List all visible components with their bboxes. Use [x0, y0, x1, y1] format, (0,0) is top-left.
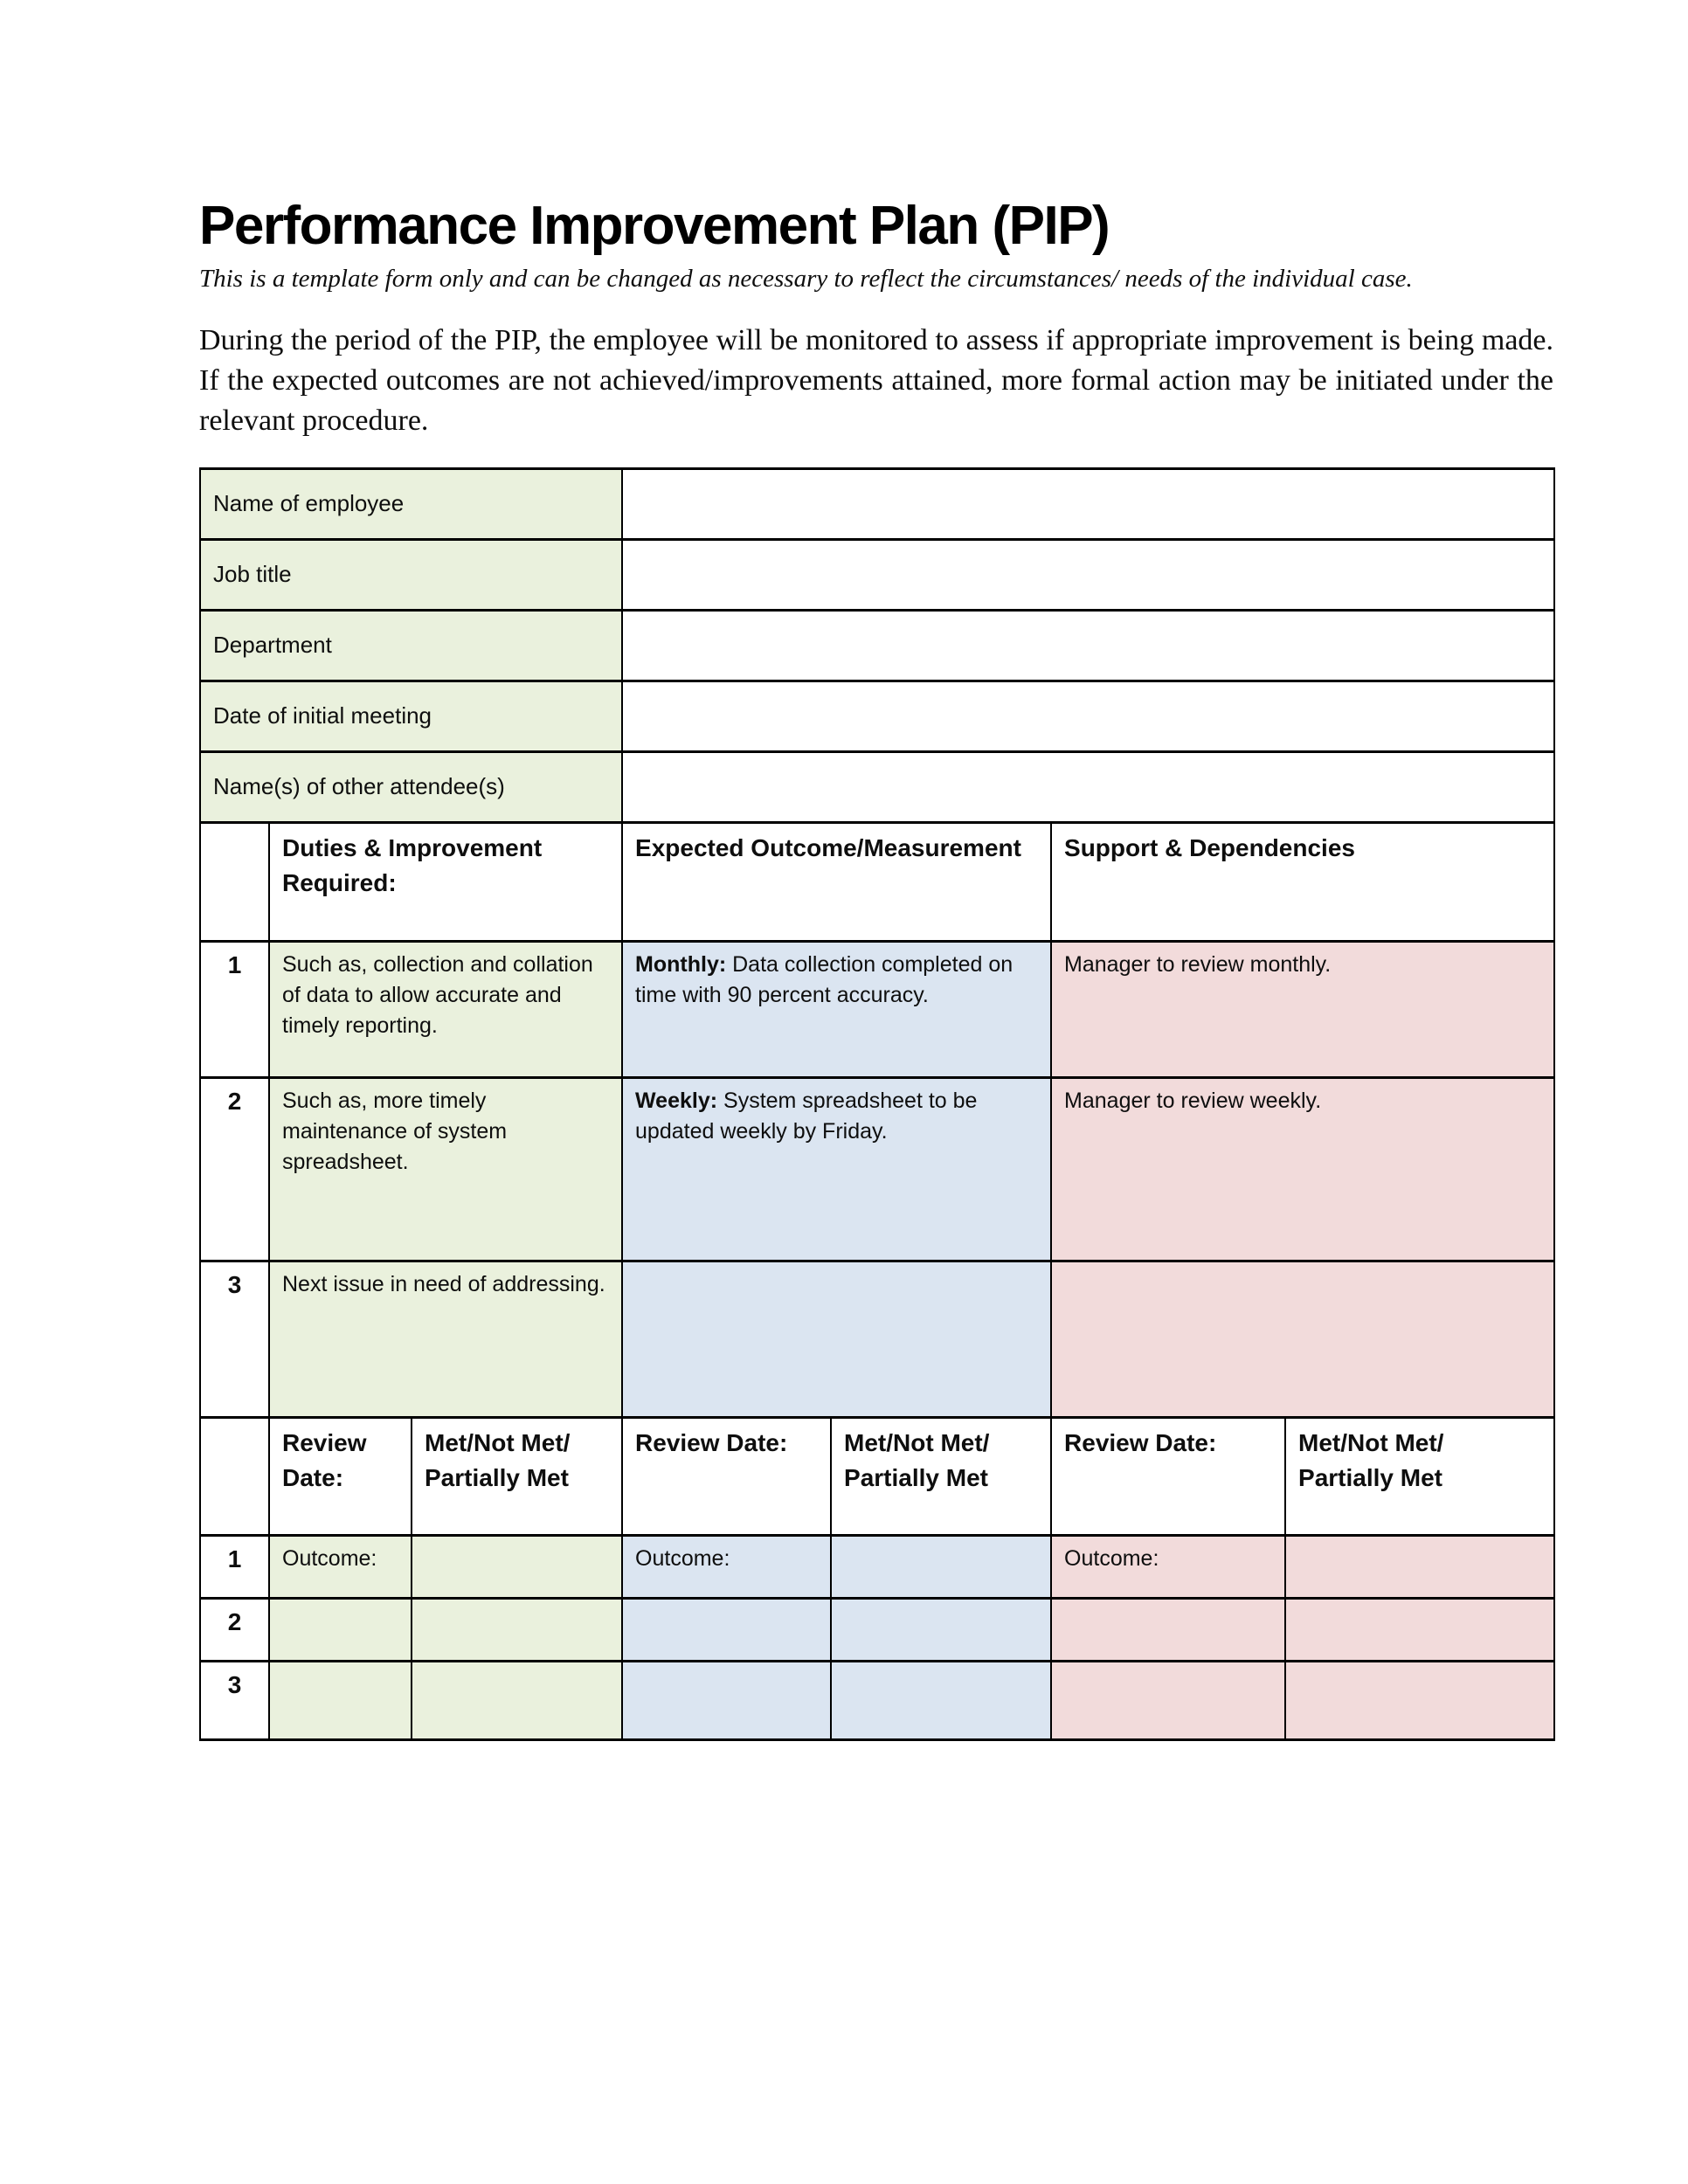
met-status-header-cell: Met/Not Met/ Partially Met — [412, 1417, 622, 1535]
duty-row-2 — [200, 1077, 1554, 1261]
review-entry-cell[interactable] — [1285, 1661, 1554, 1739]
support-cell[interactable] — [1051, 1261, 1554, 1417]
info-label-attendees: Name(s) of other attendee(s) — [200, 751, 622, 822]
review-entry-cell[interactable] — [831, 1598, 1051, 1661]
outcome-label-cell[interactable]: Outcome: — [622, 1535, 831, 1598]
info-row-department — [200, 610, 1554, 681]
support-cell: Manager to review weekly. — [1051, 1077, 1554, 1261]
info-row-job-title — [200, 539, 1554, 610]
info-value-name[interactable] — [622, 468, 1554, 539]
info-value-department[interactable] — [622, 610, 1554, 681]
duty-cell: Such as, collection and collation of data to allow accurate and timely reporting. — [269, 941, 622, 1077]
review-entry-cell[interactable] — [412, 1598, 622, 1661]
outcome-label-cell[interactable] — [622, 1598, 831, 1661]
duty-cell: Next issue in need of addressing. — [269, 1261, 622, 1417]
row-number-cell: 2 — [200, 1077, 269, 1261]
duty-row-3 — [200, 1261, 1554, 1417]
review-row-2 — [200, 1598, 1554, 1661]
outcome-label-cell[interactable] — [622, 1661, 831, 1739]
expected-frequency-label: Monthly: — [635, 951, 727, 977]
info-label-name: Name of employee — [200, 468, 622, 539]
info-value-initial-meeting[interactable] — [622, 681, 1554, 751]
row-number-cell: 3 — [200, 1661, 269, 1739]
expected-cell — [622, 941, 1051, 1077]
review-date-header-cell: Review Date: — [1051, 1417, 1285, 1535]
info-row-initial-meeting — [200, 681, 1554, 751]
expected-text: System spreadsheet to be updated weekly by Friday. — [635, 1088, 978, 1144]
expected-frequency-label: Weekly: — [635, 1088, 718, 1113]
review-entry-cell[interactable] — [1285, 1535, 1554, 1598]
review-entry-cell[interactable] — [831, 1661, 1051, 1739]
review-entry-cell[interactable] — [1285, 1598, 1554, 1661]
expected-cell[interactable] — [622, 1261, 1051, 1417]
info-row-attendees — [200, 751, 1554, 822]
row-number-cell: 1 — [200, 941, 269, 1077]
subtitle: This is a template form only and can be changed as necessary to reflect the circumstances/ needs of the individual case. — [199, 265, 1413, 294]
page-title: Performance Improvement Plan (PIP) — [199, 196, 1110, 256]
intro-paragraph: During the period of the PIP, the employee will be monitored to assess if appropriate improvement is being made. If the expected outcomes are not achieved/improvements attained, more formal action may be initiated under the relevant procedure. — [199, 323, 1553, 437]
review-row-1 — [200, 1535, 1554, 1598]
expected-cell — [622, 1077, 1051, 1261]
outcome-label-cell[interactable] — [1051, 1661, 1285, 1739]
info-label-department: Department — [200, 610, 622, 681]
expected-header-cell: Expected Outcome/Measurement — [622, 822, 1051, 941]
duty-row-1 — [200, 941, 1554, 1077]
duties-header-row — [200, 822, 1554, 941]
row-number-cell: 3 — [200, 1261, 269, 1417]
pip-table — [199, 467, 1555, 1741]
support-cell: Manager to review monthly. — [1051, 941, 1554, 1077]
expected-text: Data collection completed on time with 90 percent accuracy. — [635, 951, 1013, 1007]
review-header-row — [200, 1417, 1554, 1535]
info-value-job-title[interactable] — [622, 539, 1554, 610]
row-number-cell: 2 — [200, 1598, 269, 1661]
support-header-cell: Support & Dependencies — [1051, 822, 1554, 941]
outcome-label-cell[interactable]: Outcome: — [269, 1535, 412, 1598]
info-label-initial-meeting: Date of initial meeting — [200, 681, 622, 751]
met-status-header-cell: Met/Not Met/ Partially Met — [1285, 1417, 1554, 1535]
info-row-name — [200, 468, 1554, 539]
outcome-label-cell[interactable] — [269, 1661, 412, 1739]
duty-cell: Such as, more timely maintenance of system spreadsheet. — [269, 1077, 622, 1261]
review-entry-cell[interactable] — [412, 1535, 622, 1598]
info-label-job-title: Job title — [200, 539, 622, 610]
row-number-header-cell — [200, 822, 269, 941]
row-number-header-cell — [200, 1417, 269, 1535]
outcome-label-cell[interactable] — [1051, 1598, 1285, 1661]
review-entry-cell[interactable] — [412, 1661, 622, 1739]
review-row-3 — [200, 1661, 1554, 1739]
outcome-label-cell[interactable]: Outcome: — [1051, 1535, 1285, 1598]
row-number-cell: 1 — [200, 1535, 269, 1598]
duties-header-cell: Duties & Improvement Required: — [269, 822, 622, 941]
review-entry-cell[interactable] — [831, 1535, 1051, 1598]
document-content — [199, 0, 1553, 1741]
info-value-attendees[interactable] — [622, 751, 1554, 822]
met-status-header-cell: Met/Not Met/ Partially Met — [831, 1417, 1051, 1535]
review-date-header-cell: Review Date: — [622, 1417, 831, 1535]
outcome-label-cell[interactable] — [269, 1598, 412, 1661]
review-date-header-cell: Review Date: — [269, 1417, 412, 1535]
